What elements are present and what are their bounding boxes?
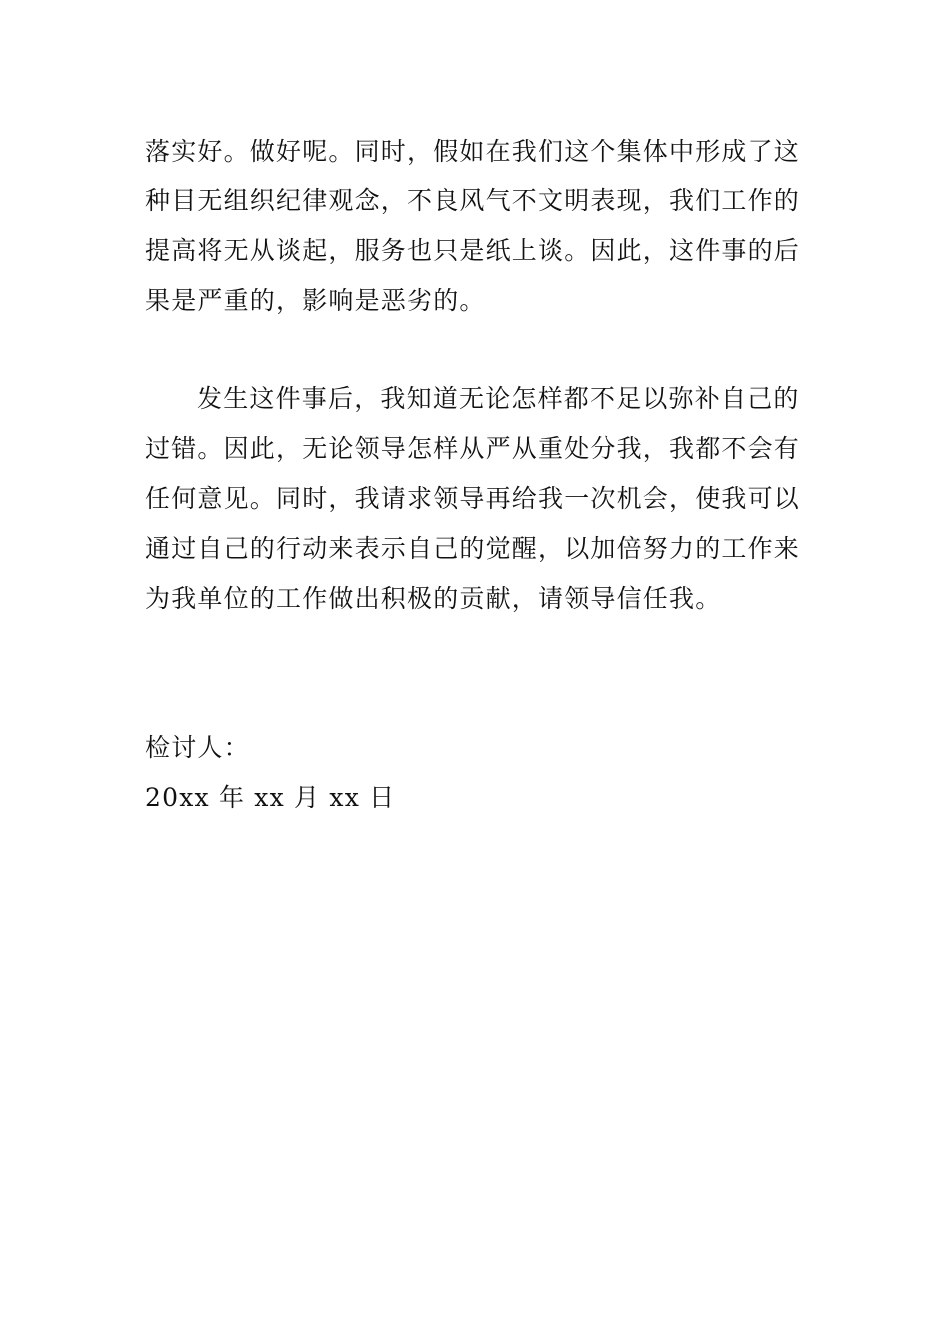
paragraph-2-line-3: 任何意见。同时，我请求领导再给我一次机会，使我可以 xyxy=(145,484,801,513)
paragraph-2-line-1: 发生这件事后，我知道无论怎样都不足以弥补自己的 xyxy=(197,384,800,413)
signature-date: 20xx 年 xx 月 xx 日 xyxy=(145,783,396,812)
paragraph-2-line-5: 为我单位的工作做出积极的贡献，请领导信任我。 xyxy=(145,584,722,613)
signature-label: 检讨人： xyxy=(145,733,250,762)
paragraph-1-line-3: 提高将无从谈起，服务也只是纸上谈。因此，这件事的后 xyxy=(145,236,801,265)
paragraph-2-line-2: 过错。因此，无论领导怎样从严从重处分我，我都不会有 xyxy=(145,434,801,463)
paragraph-1-line-1: 落实好。做好呢。同时，假如在我们这个集体中形成了这 xyxy=(145,137,801,166)
paragraph-1-line-2: 种目无组织纪律观念，不良风气不文明表现，我们工作的 xyxy=(145,186,801,215)
paragraph-2-line-4: 通过自己的行动来表示自己的觉醒，以加倍努力的工作来 xyxy=(145,534,801,563)
paragraph-1-line-4: 果是严重的，影响是恶劣的。 xyxy=(145,286,486,315)
